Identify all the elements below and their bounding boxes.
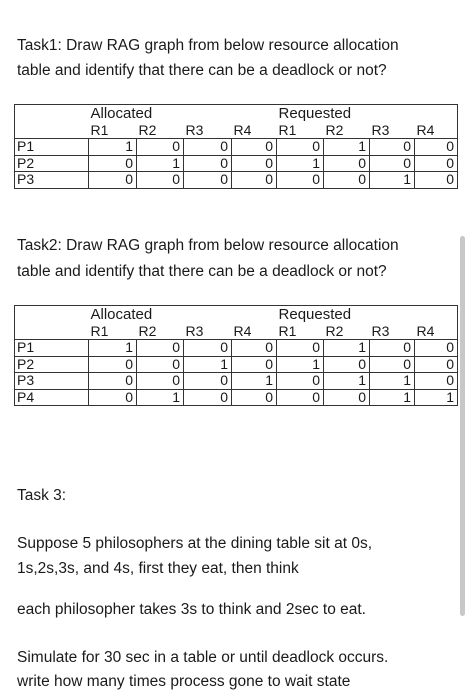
table-cell: 0 — [89, 356, 137, 373]
resource-header: R3 — [371, 323, 390, 339]
table-cell: 1 — [370, 172, 415, 189]
resource-header: R3 — [185, 122, 204, 138]
table-cell: 0 — [184, 373, 232, 390]
resource-header: R4 — [415, 323, 458, 340]
table-row — [15, 356, 458, 373]
task3-heading: Task 3: — [17, 487, 67, 504]
resource-header: R4 — [233, 323, 252, 339]
task2-line2: table and identify that there can be a deadlock or not? — [17, 263, 387, 280]
table-cell: 0 — [415, 340, 458, 357]
resource-header: R1 — [278, 323, 297, 339]
table-cell: 0 — [184, 155, 232, 172]
table-cell: 0 — [324, 389, 370, 406]
allocated-header: Allocated — [89, 306, 277, 324]
allocated-header: Allocated — [89, 105, 277, 123]
resource-header: R3 — [371, 122, 390, 138]
table-cell: 0 — [415, 356, 458, 373]
table-cell: 1 — [277, 356, 324, 373]
table-cell: 0 — [89, 155, 137, 172]
resource-header: R1 — [278, 122, 297, 138]
table-row — [15, 139, 458, 156]
table-cell: 0 — [184, 172, 232, 189]
table-cell: 0 — [277, 389, 324, 406]
table-row — [15, 373, 458, 390]
task3-para3-line1: Simulate for 30 sec in a table or until deadlock occurs. — [17, 649, 389, 666]
table-cell: 1 — [137, 155, 184, 172]
process-label: P3 — [15, 373, 89, 390]
vertical-scrollbar[interactable] — [460, 236, 465, 616]
process-label: P4 — [15, 389, 89, 406]
table-cell: 0 — [184, 340, 232, 357]
table-cell: 1 — [324, 373, 370, 390]
resource-header: R2 — [138, 122, 157, 138]
requested-header: Requested — [277, 105, 458, 123]
table-cell: 0 — [184, 389, 232, 406]
table-cell: 0 — [137, 356, 184, 373]
resource-header: R4 — [415, 122, 458, 139]
task3-para2: each philosopher takes 3s to think and 2sec to eat. — [17, 601, 366, 618]
table-cell: 0 — [370, 340, 415, 357]
table-cell: 1 — [324, 340, 370, 357]
allocation-table-2 — [14, 305, 458, 406]
table-cell: 1 — [415, 389, 458, 406]
table-cell: 0 — [137, 139, 184, 156]
table-row — [15, 389, 458, 406]
table-cell: 0 — [89, 172, 137, 189]
table-cell: 0 — [415, 373, 458, 390]
task3-para1-line2: 1s,2s,3s, and 4s, first they eat, then think — [17, 560, 299, 577]
table-cell: 0 — [232, 356, 277, 373]
task1-line1: Task1: Draw RAG graph from below resource allocation — [17, 37, 399, 54]
process-label: P1 — [15, 340, 89, 357]
table-cell: 1 — [137, 389, 184, 406]
table-cell: 1 — [370, 373, 415, 390]
table-cell: 0 — [370, 155, 415, 172]
requested-header: Requested — [277, 306, 458, 324]
table-cell: 1 — [89, 139, 137, 156]
table-cell: 0 — [277, 373, 324, 390]
table-cell: 0 — [370, 356, 415, 373]
resource-header: R1 — [90, 323, 109, 339]
resource-header: R4 — [233, 122, 252, 138]
table-row — [15, 155, 458, 172]
table-cell: 0 — [137, 373, 184, 390]
table-cell: 1 — [324, 139, 370, 156]
table-cell: 0 — [89, 373, 137, 390]
table-cell: 0 — [324, 356, 370, 373]
table-cell: 0 — [89, 389, 137, 406]
table-cell: 0 — [232, 389, 277, 406]
table-cell: 0 — [277, 172, 324, 189]
table-cell: 0 — [232, 340, 277, 357]
resource-header: R2 — [325, 122, 344, 138]
table-cell: 0 — [277, 139, 324, 156]
table-cell: 0 — [232, 172, 277, 189]
table-cell: 1 — [232, 373, 277, 390]
table-cell: 0 — [415, 172, 458, 189]
table-cell: 1 — [277, 155, 324, 172]
allocation-table-1 — [14, 104, 458, 189]
process-label: P3 — [15, 172, 89, 189]
table-cell: 1 — [184, 356, 232, 373]
table-cell: 0 — [277, 340, 324, 357]
table-cell: 0 — [184, 139, 232, 156]
process-label: P2 — [15, 356, 89, 373]
resource-header: R3 — [185, 323, 204, 339]
task3-para1-line1: Suppose 5 philosophers at the dining table sit at 0s, — [17, 535, 373, 552]
table-cell: 0 — [324, 155, 370, 172]
process-label: P1 — [15, 139, 89, 156]
table-cell: 0 — [232, 139, 277, 156]
table-cell: 0 — [137, 340, 184, 357]
table-cell: 0 — [137, 172, 184, 189]
resource-header: R1 — [90, 122, 109, 138]
table-cell: 0 — [415, 139, 458, 156]
resource-header: R2 — [325, 323, 344, 339]
table-cell: 0 — [370, 139, 415, 156]
task2-line1: Task2: Draw RAG graph from below resource allocation — [17, 237, 399, 254]
task3-para3-line2: write how many times process gone to wait state — [17, 673, 351, 690]
resource-header: R2 — [138, 323, 157, 339]
task1-line2: table and identify that there can be a deadlock or not? — [17, 62, 387, 79]
table-cell: 0 — [415, 155, 458, 172]
process-label: P2 — [15, 155, 89, 172]
table-row — [15, 340, 458, 357]
table-row — [15, 172, 458, 189]
table-cell: 1 — [89, 340, 137, 357]
table-cell: 0 — [324, 172, 370, 189]
table-cell: 1 — [370, 389, 415, 406]
table-cell: 0 — [232, 155, 277, 172]
